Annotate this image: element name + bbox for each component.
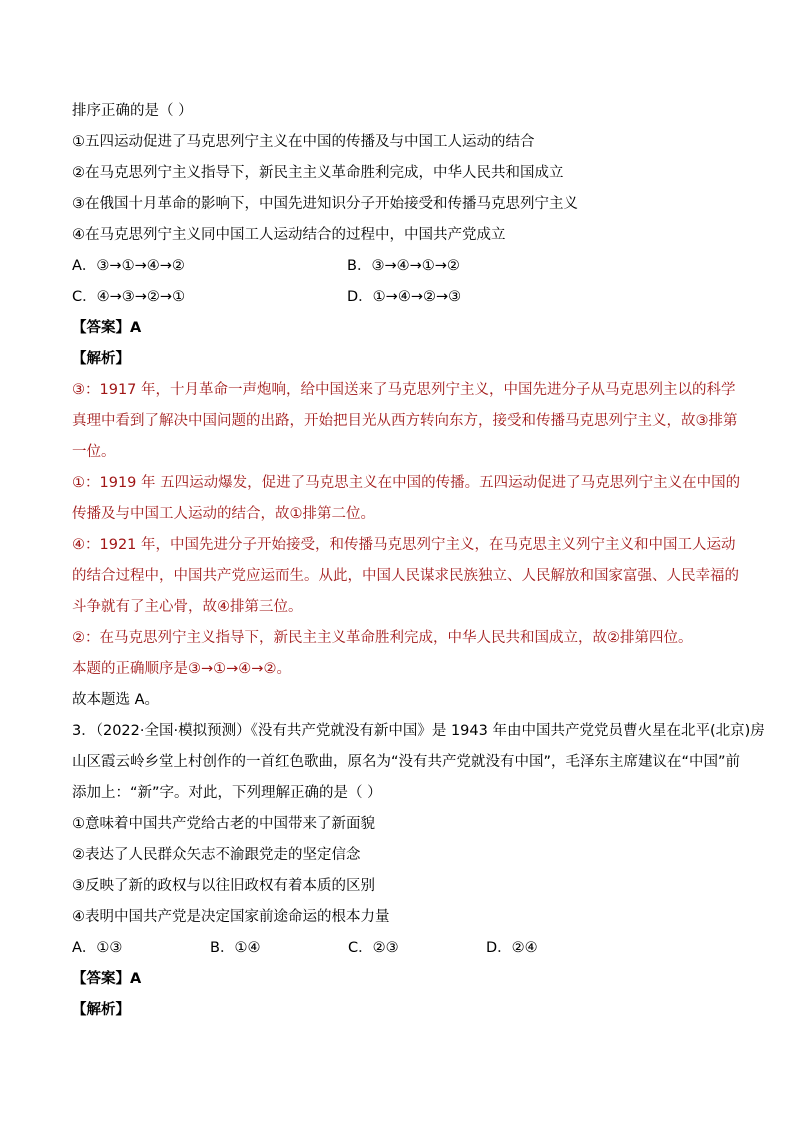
options-row bbox=[72, 251, 732, 282]
statement-item: ④在马克思列宁主义同中国工人运动结合的过程中，中国共产党成立 bbox=[72, 227, 506, 243]
option-b: B．①④ bbox=[210, 940, 261, 956]
analysis-line: 一位。 bbox=[72, 444, 116, 460]
answer-label: 【答案】A bbox=[72, 320, 142, 336]
analysis-line: 本题的正确顺序是③→①→④→②。 bbox=[72, 661, 291, 677]
question-stem: 添加上：“新”字。对此，下列理解正确的是（ ） bbox=[72, 785, 382, 801]
answer-label: 【答案】A bbox=[72, 971, 142, 987]
question-stem: 山区霞云岭乡堂上村创作的一首红色歌曲，原名为“没有共产党就没有中国”，毛泽东主席建议在“中国”前 bbox=[72, 754, 741, 770]
analysis-line: 传播及与中国工人运动的结合，故①排第二位。 bbox=[72, 506, 375, 522]
analysis-line: ②：在马克思列宁主义指导下，新民主主义革命胜利完成，中华人民共和国成立，故②排第四位。 bbox=[72, 630, 693, 646]
analysis-line: 斗争就有了主心骨，故④排第三位。 bbox=[72, 599, 303, 615]
analysis-line: ③：1917 年，十月革命一声炮响，给中国送来了马克思列宁主义，中国先进分子从马克思列主以的科学 bbox=[72, 382, 736, 398]
statement-item: ④表明中国共产党是决定国家前途命运的根本力量 bbox=[72, 909, 390, 925]
statement-item: ①五四运动促进了马克思列宁主义在中国的传播及与中国工人运动的结合 bbox=[72, 134, 535, 150]
option-c: C．②③ bbox=[348, 940, 399, 956]
options-row bbox=[72, 282, 732, 313]
analysis-label: 【解析】 bbox=[72, 351, 130, 367]
conclusion-line: 故本题选 A。 bbox=[72, 692, 160, 708]
question-stem: 3．（2022·全国·模拟预测）《没有共产党就没有新中国》是 1943 年由中国共产党党员曹火星在北平(北京)房 bbox=[72, 723, 765, 739]
statement-item: ③在俄国十月革命的影响下，中国先进知识分子开始接受和传播马克思列宁主义 bbox=[72, 196, 578, 212]
option-a: A．③→①→④→② bbox=[72, 258, 185, 274]
analysis-line: ①：1919 年 五四运动爆发，促进了马克思主义在中国的传播。五四运动促进了马克思列宁主义在中国的 bbox=[72, 475, 741, 491]
statement-item: ①意味着中国共产党给古老的中国带来了新面貌 bbox=[72, 816, 375, 832]
analysis-line: ④：1921 年，中国先进分子开始接受，和传播马克思列宁主义，在马克思主义列宁主义和中国工人运动 bbox=[72, 537, 736, 553]
options-row bbox=[72, 933, 732, 964]
option-c: C．④→③→②→① bbox=[72, 289, 186, 305]
option-d: D．②④ bbox=[486, 940, 538, 956]
analysis-line: 真理中看到了解决中国问题的出路，开始把目光从西方转向东方，接受和传播马克思列宁主义，故③排第 bbox=[72, 413, 738, 429]
option-a: A．①③ bbox=[72, 940, 123, 956]
statement-item: ②在马克思列宁主义指导下，新民主主义革命胜利完成，中华人民共和国成立 bbox=[72, 165, 564, 181]
statement-item: ③反映了新的政权与以往旧政权有着本质的区别 bbox=[72, 878, 375, 894]
option-b: B．③→④→①→② bbox=[347, 258, 460, 274]
question-stem-tail: 排序正确的是（ ） bbox=[72, 103, 193, 119]
analysis-line: 的结合过程中，中国共产党应运而生。从此，中国人民谋求民族独立、人民解放和国家富强、人民幸福的 bbox=[72, 568, 739, 584]
statement-item: ②表达了人民群众矢志不渝跟党走的坚定信念 bbox=[72, 847, 361, 863]
analysis-label: 【解析】 bbox=[72, 1002, 130, 1018]
option-d: D．①→④→②→③ bbox=[347, 289, 462, 305]
document-page bbox=[72, 96, 765, 1026]
